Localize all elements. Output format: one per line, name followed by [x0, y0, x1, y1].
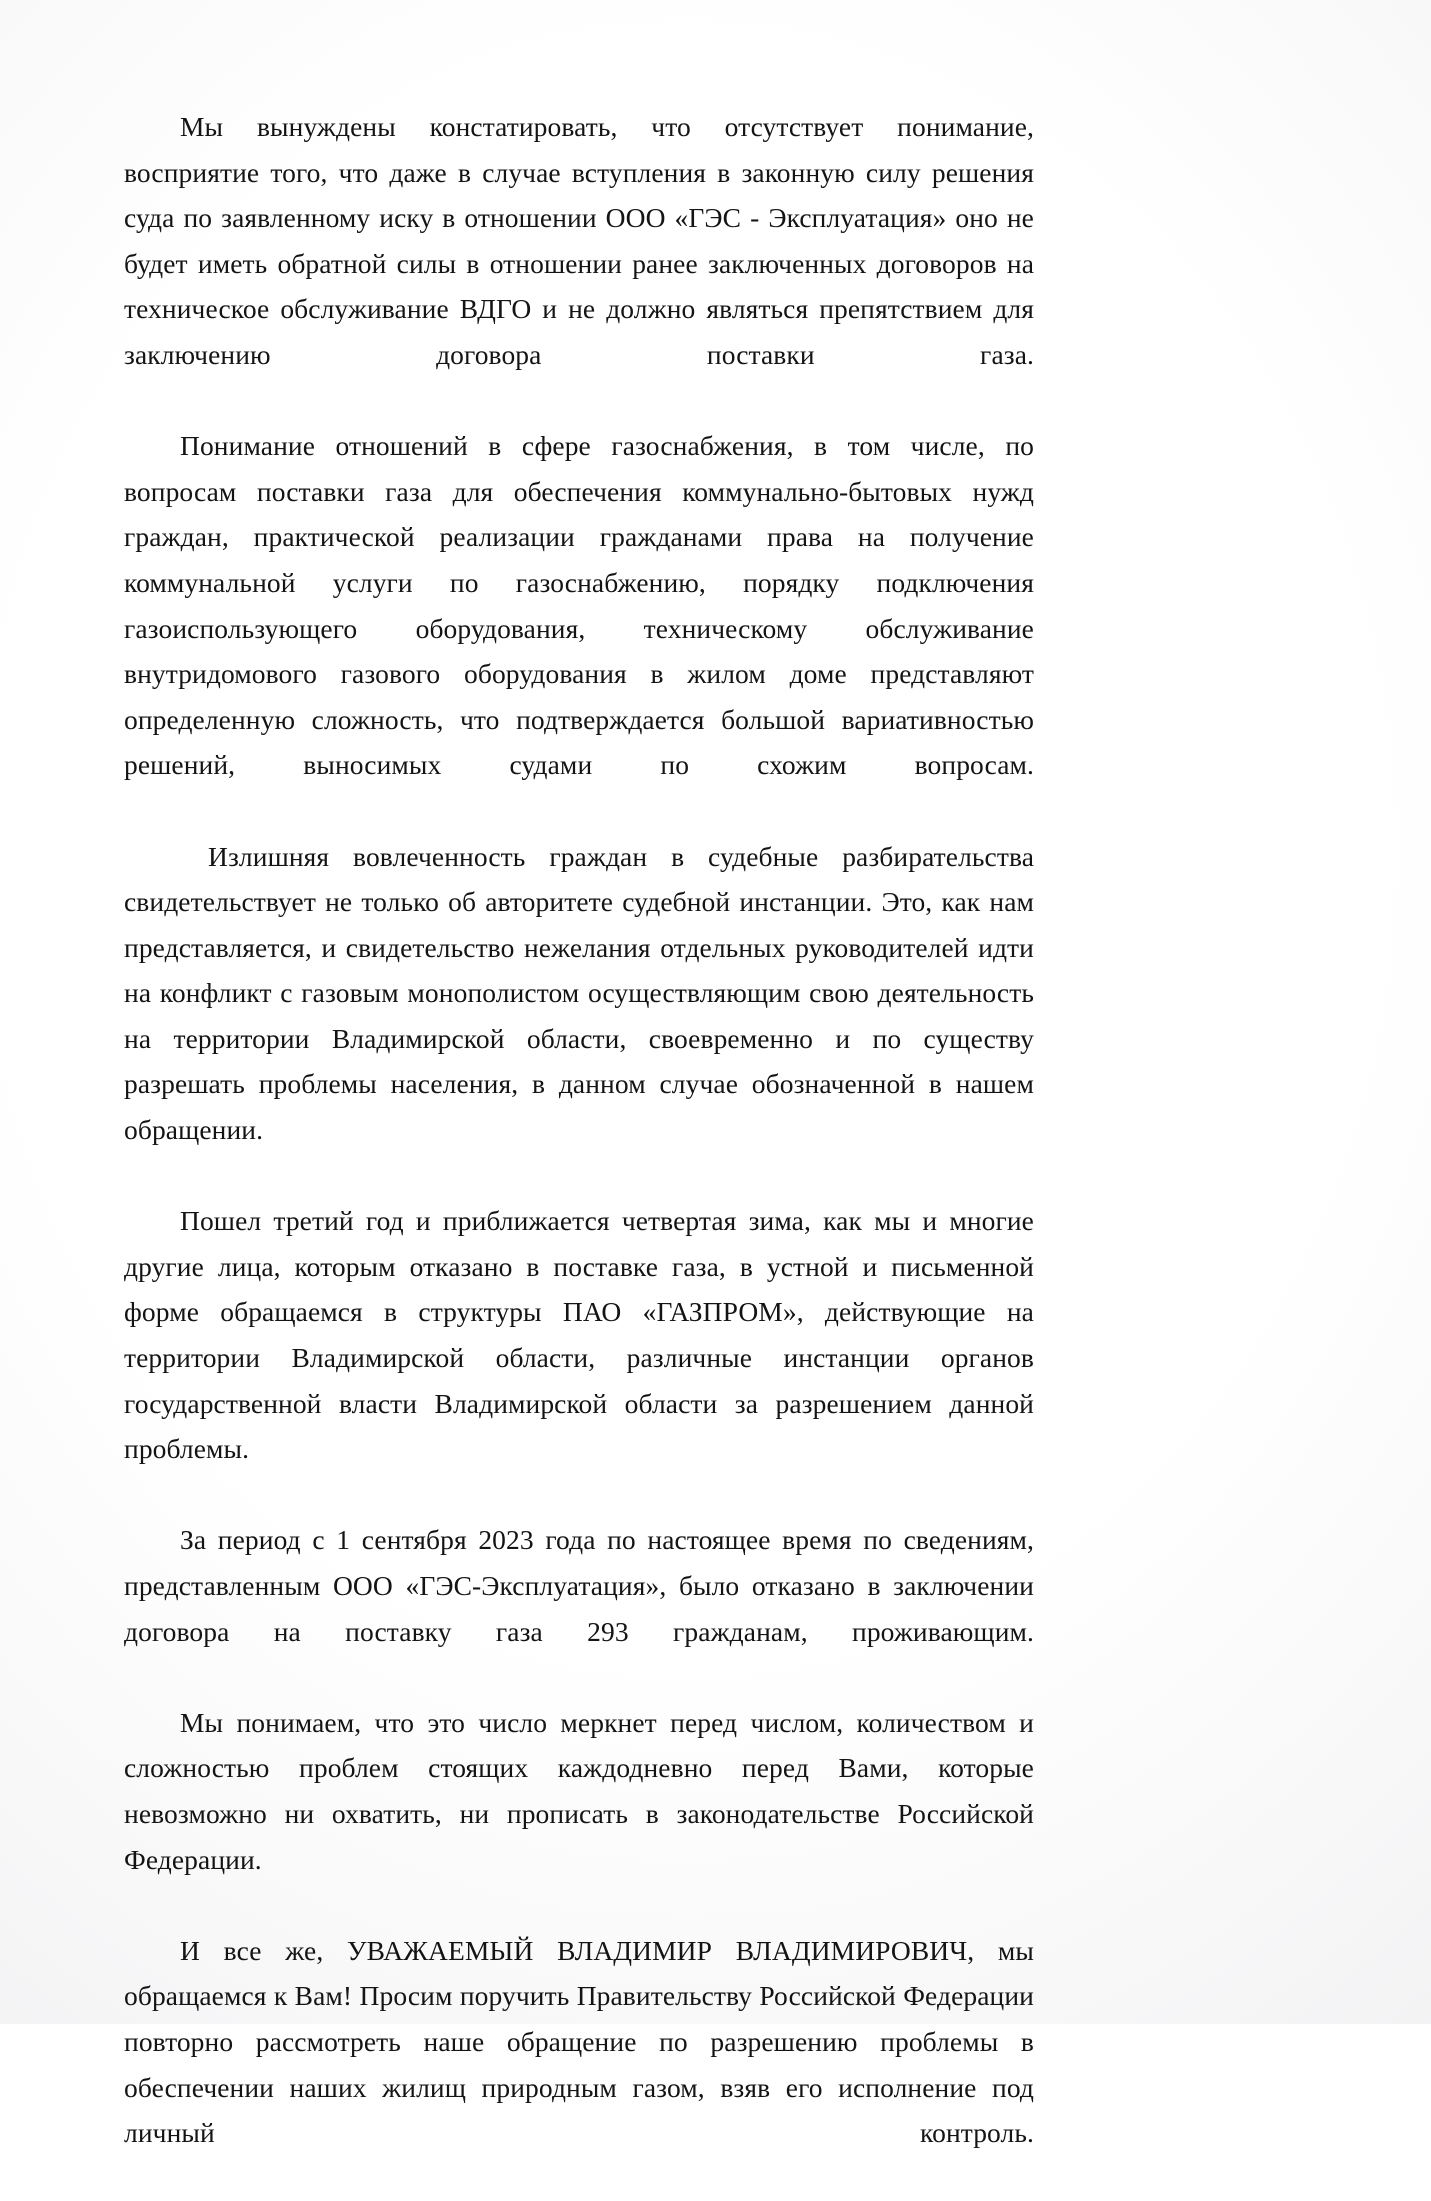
- paragraph-7: И все же, УВАЖАЕМЫЙ ВЛАДИМИР ВЛАДИМИРОВИЧ, мы обращаемся к Вам! Просим поручить Правительству Российской Федерации повторно рассмотреть наше обращение по разрешению проблемы в обеспечении наших жилищ природным газом, взяв его исполнение под личный контроль.: [124, 1934, 1034, 2149]
- paragraph-1: Мы вынуждены констатировать, что отсутствует понимание, восприятие того, что даже в случае вступления в законную силу решения суда по заявленному иску в отношении ООО «ГЭС - Эксплуатация» оно не будет иметь обратной силы в отношении ранее заключенных договоров на техническое обслуживание ВДГО и не должно являться препятствием для заключению договора поставки газа.: [124, 111, 1034, 370]
- paragraph-5: За период с 1 сентября 2023 года по настоящее время по сведениям, представленным ООО «ГЭС-Эксплуатация», было отказано в заключении договора на поставку газа 293 гражданам, проживающим.: [124, 1524, 1034, 1647]
- paragraph-2: Понимание отношений в сфере газоснабжения, в том числе, по вопросам поставки газа для обеспечения коммунально-бытовых нужд граждан, практической реализации гражданами права на получение коммунальной услуги по газоснабжению, порядку подключения газоиспользующего оборудования, техническому обслуживание внутридомового газового оборудования в жилом доме представляют определенную сложность, что подтверждается большой вариативностью решений, выносимых судами по схожим вопросам.: [124, 430, 1034, 781]
- paragraph-6: Мы понимаем, что это число меркнет перед числом, количеством и сложностью проблем стоящих каждодневно перед Вами, которые невозможно ни охватить, ни прописать в законодательстве Российской Федерации.: [124, 1706, 1034, 1875]
- paragraph-3: Излишняя вовлеченность граждан в судебные разбирательства свидетельствует не только об авторитете судебной инстанции. Это, как нам представляется, и свидетельство нежелания отдельных руководителей идти на конфликт с газовым монополистом осуществляющим свою деятельность на территории Владимирской области, своевременно и по существу разрешать проблемы населения, в данном случае обозначенной в нашем обращении.: [124, 840, 1034, 1146]
- document-text-body: [124, 104, 1034, 2201]
- paragraph-4: Пошел третий год и приближается четвертая зима, как мы и многие другие лица, которым отказано в поставке газа, в устной и письменной форме обращаемся в структуры ПАО «ГАЗПРОМ», действующие на территории Владимирской области, различные инстанции органов государственной власти Владимирской области за разрешением данной проблемы.: [124, 1205, 1034, 1465]
